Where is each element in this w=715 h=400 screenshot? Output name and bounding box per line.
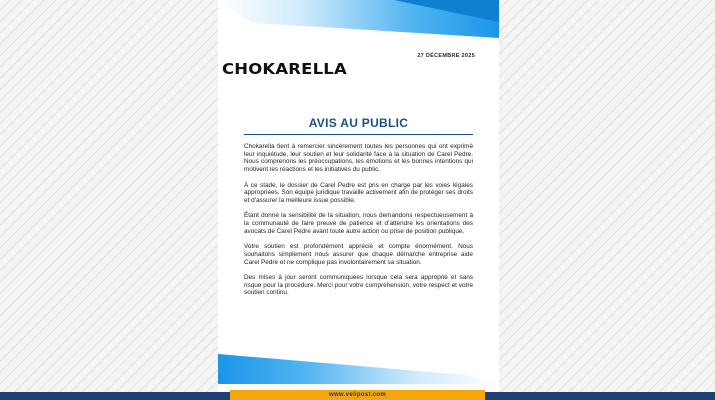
corner-decoration-bottom	[218, 354, 499, 384]
document-body	[244, 143, 473, 305]
document-date: 27 DÉCEMBRE 2025	[417, 53, 475, 59]
paragraph: Chokarella tient à remercier sincèrement toutes les personnes qui ont exprimé leur inquiétude, leur soutien et leur solidarité face à la situation de Carel Pedre. Nous comprenons les préoccupations, les émotions et les bonnes intentions qui motivent les réactions et les initiatives du public.	[244, 143, 473, 174]
page-title: AVIS AU PUBLIC	[308, 116, 409, 130]
footer-site-link[interactable]: www.velipost.com	[230, 390, 485, 400]
title-divider	[244, 134, 473, 135]
paragraph: Des mises à jour seront communiquées lorsque cela sera approprié et sans risque pour la procédure. Merci pour votre compréhension, votre respect et votre soutien continu.	[244, 273, 473, 297]
paragraph: Étant donné la sensibilité de la situation, nous demandons respectueusement à la communauté de faire preuve de patience et d’attendre les orientations des avocats de Carel Pedre avant toute autre action ou prise de position publique.	[244, 212, 473, 235]
paragraph: À ce stade, le dossier de Carel Pedre est pris en charge par les voies légales appropriées. Son équipe juridique travaille activement afin de protéger ses droits et d’assurer la meilleure issue possible.	[244, 181, 473, 204]
document-page	[218, 0, 499, 392]
brand-logo: CHOKARELLA	[222, 60, 347, 78]
paragraph: Votre soutien est profondément apprécié et compte énormément. Nous souhaitons simplement nous assurer que chaque démarche entreprise aide Carel Pedre et ne complique pas involontairement sa situation.	[244, 243, 473, 266]
